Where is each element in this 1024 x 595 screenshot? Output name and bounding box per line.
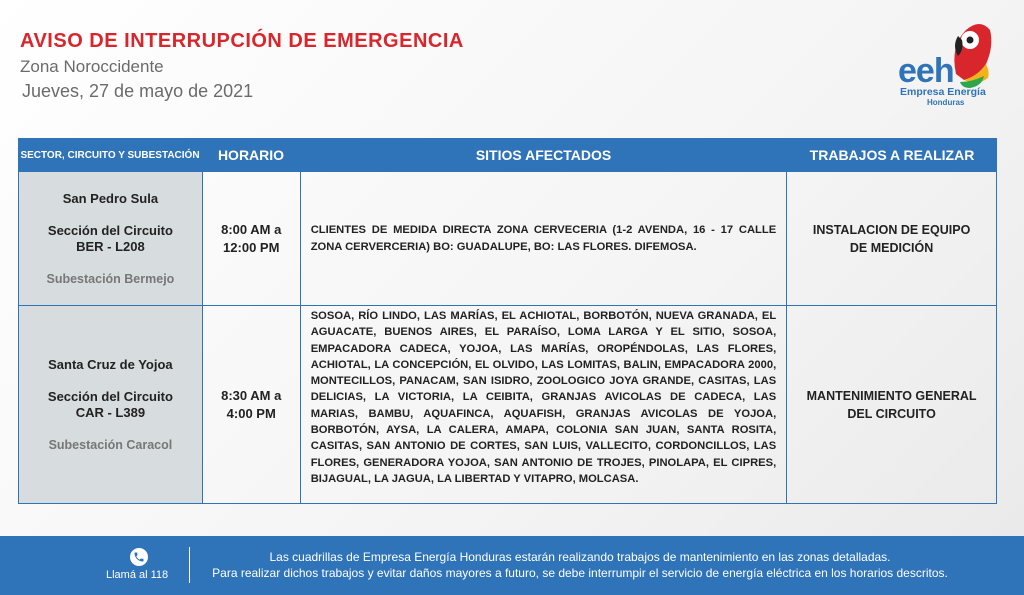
circuit-id: CAR - L389 [75, 405, 146, 420]
header-works: TRABAJOS A REALIZAR [809, 147, 975, 163]
logo-country: Honduras [927, 98, 965, 107]
logo-company-name: Empresa Energía [900, 86, 986, 98]
works-line2: DE MEDICIÓN [849, 240, 934, 255]
time-start: 8:00 AM a [221, 221, 282, 237]
footer-bar [0, 536, 1024, 595]
time-end: 12:00 PM [223, 239, 280, 255]
sites-text: CLIENTES DE MEDIDA DIRECTA ZONA CERVECERIA (1-2 AVENDA, 16 - 17 CALLE ZONA CERVERCERIA) BO: GUADALUPE, BO: LAS FLORES. DIFEMOSA. [310, 224, 777, 253]
header-sector: SECTOR, CIRCUITO Y SUBESTACIÓN [20, 149, 200, 161]
header-sites: SITIOS AFECTADOS [475, 147, 612, 163]
logo-text: eeh [898, 52, 954, 90]
table-row [18, 172, 997, 306]
city-name: San Pedro Sula [62, 191, 159, 206]
schedule-cell [203, 306, 301, 504]
circuit-line1: Sección del Circuito [47, 223, 173, 238]
header-schedule: HORARIO [217, 147, 285, 163]
notice-header [20, 30, 464, 102]
date-label: Jueves, 27 de mayo de 2021 [22, 81, 254, 101]
table-header [18, 138, 997, 172]
zone-label: Zona Noroccidente [20, 57, 164, 76]
table-row [18, 306, 997, 504]
sector-cell [19, 172, 203, 306]
city-name: Santa Cruz de Yojoa [48, 357, 173, 372]
works-cell [787, 172, 997, 306]
substation-name: Subestación Bermejo [46, 272, 175, 286]
outage-table [18, 138, 997, 504]
sites-cell [301, 172, 788, 306]
works-line2: DEL CIRCUITO [847, 406, 936, 421]
footer-line2: Para realizar dichos trabajos y evitar daños mayores a futuro, se debe interrumpir el servicio de energía eléctrica en los horarios descritos. [212, 566, 948, 580]
sites-cell [301, 306, 788, 504]
circuit-id: BER - L208 [76, 239, 145, 254]
footer-divider [189, 547, 190, 583]
substation-name: Subestación Caracol [48, 438, 173, 452]
time-end: 4:00 PM [226, 405, 276, 421]
phone-icon[interactable] [130, 548, 148, 566]
footer-line1: Las cuadrillas de Empresa Energía Honduras estarán realizando trabajos de mantenimiento en las zonas detalladas. [269, 550, 891, 564]
footer-message [200, 549, 960, 581]
call-label[interactable]: Llamá al 118 [106, 569, 169, 581]
schedule-cell [203, 172, 301, 306]
notice-title: AVISO DE INTERRUPCIÓN DE EMERGENCIA [20, 30, 464, 52]
sector-cell [19, 306, 203, 504]
circuit-line1: Sección del Circuito [47, 389, 173, 404]
works-cell [787, 306, 997, 504]
works-line1: INSTALACION DE EQUIPO [812, 222, 971, 237]
sites-text: SOSOA, RÍO LINDO, LAS MARÍAS, EL ACHIOTAL, BORBOTÓN, NUEVA GRANADA, EL AGUACATE, BUENOS AIRES, EL PARAÍSO, LOMA LARGA Y EL SITIO, SOSOA, EMPACADORA CADECA, YOJOA, LAS MARÍAS, OROPÉNDOLAS, LAS FLORES, ACHIOTAL, LA CONCEPCIÓN, EL OLVIDO, LAS LOMITAS, BALIN, EMPACADORA 2000, MONTECILLOS, PANACAM, SAN ISIDRO, ZOOLOGICO JOYA GRANDE, CASITAS, LAS DELICIAS, LA VICTORIA, LA CEIBITA, GRANJAS AVICOLAS DE CADECA, LAS MARIAS, BAMBU, AQUAFINCA, AQUAFISH, GRANJAS AVICOLAS DE YOJOA, BORBOTÓN, AYSA, LA CALERA, AMAPA, COLONIA SAN JUAN, SANTA ROSITA, CASITAS, SAN ANTONIO DE CORTES, SAN LUIS, VALLECITO, CORDONCILLOS, LAS FLORES, GENERADORA YOJOA, SAN ANTONIO DE TROJES, PINOLAPA, EL CIPRES, BIJAGUAL, LA JAGUA, LA LIBERTAD Y VITAPRO, MOLCASA. [310, 310, 777, 485]
company-logo [898, 16, 998, 108]
works-line1: MANTENIMIENTO GENERAL [806, 388, 977, 403]
time-start: 8:30 AM a [221, 387, 282, 403]
